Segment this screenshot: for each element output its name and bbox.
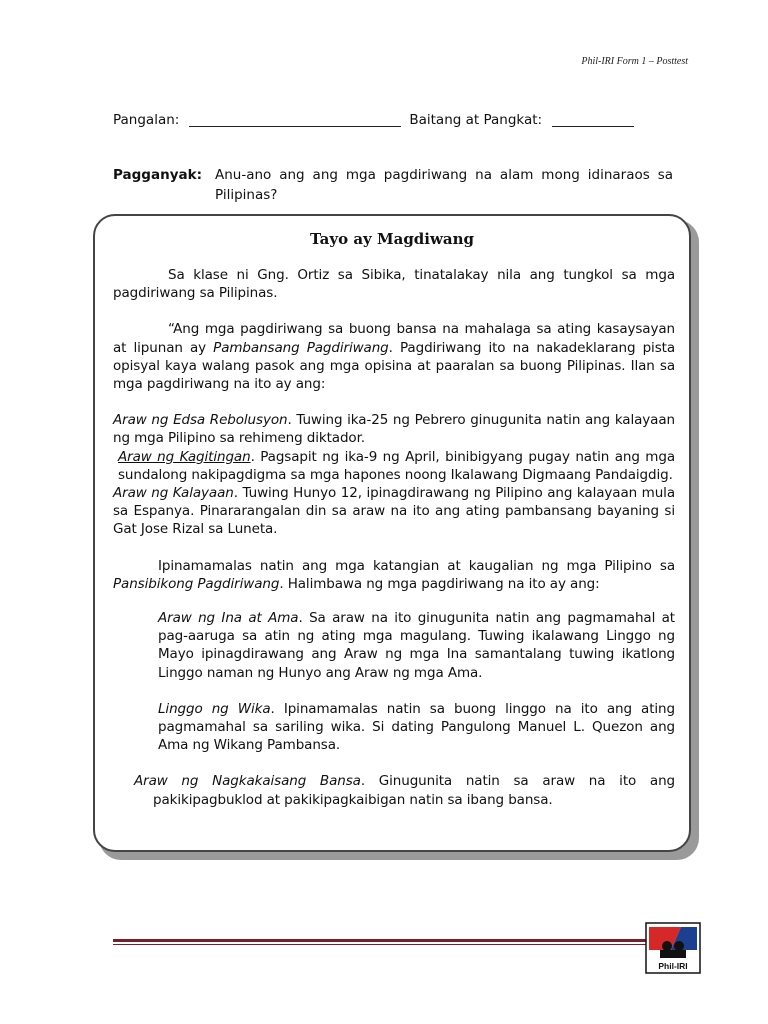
holiday-nagkakaisang-bansa: Araw ng Nagkakaisang Bansa. Ginugunita natin sa araw na ito ang pakikipagbuklod at pakikipagkaibigan natin sa ibang bansa. xyxy=(134,773,676,808)
story-content xyxy=(113,266,675,809)
form-label: Phil-IRI Form 1 – Posttest xyxy=(581,56,688,67)
name-label: Pangalan: xyxy=(113,112,180,128)
story-title: Tayo ay Magdiwang xyxy=(309,230,475,248)
name-blank[interactable] xyxy=(189,112,401,127)
phil-iri-logo xyxy=(645,922,701,974)
story-paragraph: Sa klase ni Gng. Ortiz sa Sibika, tinatalakay nila ang tungkol sa mga pagdiriwang sa Pilipinas. xyxy=(113,267,675,302)
story-paragraph: “Ang mga pagdiriwang sa buong bansa na mahalaga sa ating kasaysayan at lipunan ay Pambansang Pagdiriwang. Pagdiriwang ito na nakadeklarang pista opisyal kaya walang pasok ang mga opisina at paaralan sa buong Pilipinas. Ilan sa mga pagdiriwang na ito ay ang: xyxy=(113,321,675,393)
holiday-kalayaan: Araw ng Kalayaan. Tuwing Hunyo 12, ipinagdirawang ng Pilipino ang kalayaan mula sa Espanya. Pinararangalan din sa araw na ito ang ating pambansang bayaning si Gat Jose Rizal sa Luneta. xyxy=(113,485,675,538)
motivation-label: Pagganyak: xyxy=(113,167,202,183)
motivation-question: Anu-ano ang ang mga pagdiriwang na alam mong idinaraos sa Pilipinas? xyxy=(215,167,673,203)
holiday-wika: Linggo ng Wika. Ipinamamalas natin sa buong linggo na ito ang ating pagmamahal sa sariling wika. Si dating Pangulong Manuel L. Quezon ang Ama ng Wikang Pambansa. xyxy=(158,700,675,754)
grade-blank[interactable] xyxy=(552,112,634,127)
story-paragraph: Ipinamamalas natin ang mga katangian at kaugalian ng mga Pilipino sa Pansibikong Pagdiriwang. Halimbawa ng mga pagdiriwang na ito ay ang: xyxy=(113,557,675,592)
holiday-ina-ama: Araw ng Ina at Ama. Sa araw na ito ginugunita natin ang pagmamahal at pag-aaruga sa atin ng ating mga magulang. Tuwing ikalawang Linggo ng Mayo ipinagdirawang ang Araw ng mga Ina samantalang tuwing ikatlong Linggo naman ng Hunyo ang Araw ng mga Ama. xyxy=(158,610,675,681)
holiday-edsa: Araw ng Edsa Rebolusyon. Tuwing ika-25 ng Pebrero ginugunita natin ang kalayaan ng mga Pilipino sa rehimeng diktador. xyxy=(113,412,675,447)
logo-text: Phil-IRI xyxy=(658,961,688,971)
motivation-section xyxy=(113,165,673,205)
footer-rule xyxy=(113,939,648,942)
holiday-kagitingan: Araw ng Kagitingan. Pagsapit ng ika-9 ng April, binibigyang pugay natin ang mga sundalong nakipagdigma sa mga hapones noong Ikalawang Digmaang Pandaigdig. xyxy=(118,448,675,483)
grade-label: Baitang at Pangkat: xyxy=(409,112,543,128)
student-info-row xyxy=(113,112,673,128)
footer-rule-thin xyxy=(113,944,648,945)
